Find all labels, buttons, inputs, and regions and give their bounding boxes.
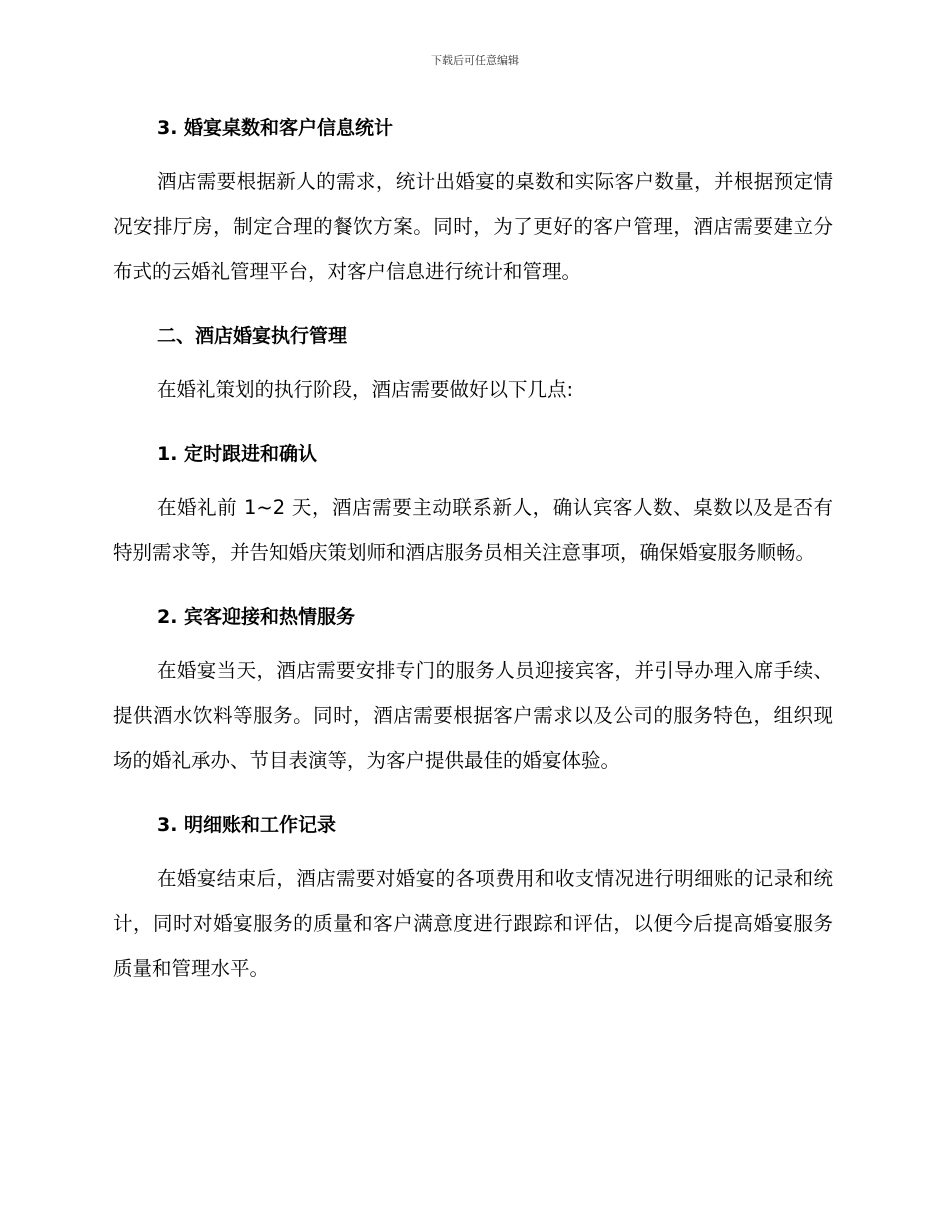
section-heading-guest-stats: 3. 婚宴桌数和客户信息统计 <box>157 117 394 139</box>
page-header-note: 下载后可任意编辑 <box>431 54 519 67</box>
section-heading-accounting: 3. 明细账和工作记录 <box>157 814 337 836</box>
paragraph-follow-up: 在婚礼前 1~2 天，酒店需要主动联系新人，确认宾客人数、桌数以及是否有特别需求等，并告知婚庆策划师和酒店服务员相关注意事项，确保婚宴服务顺畅。 <box>113 496 833 564</box>
document-body <box>113 112 833 991</box>
paragraph-execution-intro: 在婚礼策划的执行阶段，酒店需要做好以下几点: <box>157 378 574 401</box>
section-heading-guest-service: 2. 宾客迎接和热情服务 <box>157 606 356 628</box>
section-heading-follow-up: 1. 定时跟进和确认 <box>157 443 318 465</box>
chapter-heading-execution: 二、酒店婚宴执行管理 <box>157 325 348 347</box>
paragraph-guest-service: 在婚宴当天，酒店需要安排专门的服务人员迎接宾客，并引导办理入席手续、提供酒水饮料等服务。同时，酒店需要根据客户需求以及公司的服务特色，组织现场的婚礼承办、节目表演等，为客户提供最佳的婚宴体验。 <box>113 659 833 772</box>
paragraph-guest-stats: 酒店需要根据新人的需求，统计出婚宴的桌数和实际客户数量，并根据预定情况安排厅房，制定合理的餐饮方案。同时，为了更好的客户管理，酒店需要建立分布式的云婚礼管理平台，对客户信息进行统计和管理。 <box>113 170 833 283</box>
paragraph-accounting: 在婚宴结束后，酒店需要对婚宴的各项费用和收支情况进行明细账的记录和统计，同时对婚宴服务的质量和客户满意度进行跟踪和评估，以便今后提高婚宴服务质量和管理水平。 <box>113 867 833 980</box>
